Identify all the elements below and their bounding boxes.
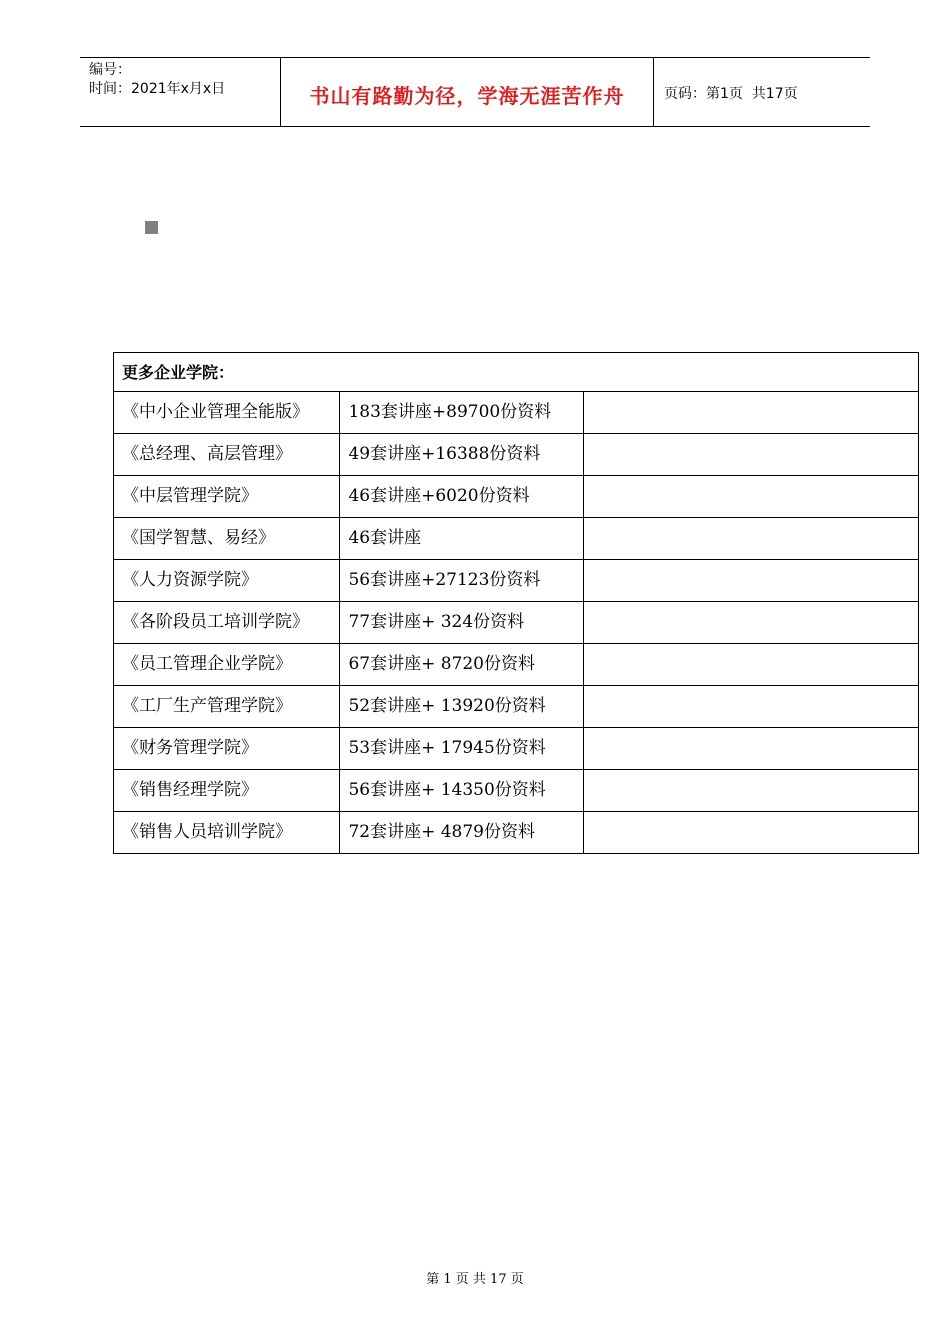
course-name-cell: 《人力资源学院》 <box>114 560 340 602</box>
course-extra-cell <box>583 686 918 728</box>
course-extra-cell <box>583 518 918 560</box>
course-extra-cell <box>583 560 918 602</box>
course-name-cell: 《总经理、高层管理》 <box>114 434 340 476</box>
course-content-cell: 52套讲座+ 13920份资料 <box>340 686 584 728</box>
course-name-cell: 《各阶段员工培训学院》 <box>114 602 340 644</box>
course-content-cell: 53套讲座+ 17945份资料 <box>340 728 584 770</box>
table-title: 更多企业学院： <box>114 353 919 392</box>
time-label: 时间：2021年x月x日 <box>89 81 226 97</box>
document-header <box>80 57 870 127</box>
code-label: 编号： <box>89 62 131 78</box>
course-extra-cell <box>583 476 918 518</box>
course-name-cell: 《工厂生产管理学院》 <box>114 686 340 728</box>
course-extra-cell <box>583 728 918 770</box>
page-info-text: 页码：第1页 共17页 <box>664 86 798 102</box>
course-extra-cell <box>583 602 918 644</box>
table-row <box>114 728 919 770</box>
table-row <box>114 476 919 518</box>
course-name-cell: 《国学智慧、易经》 <box>114 518 340 560</box>
course-extra-cell <box>583 392 918 434</box>
square-bullet-icon <box>145 221 158 234</box>
course-extra-cell <box>583 644 918 686</box>
page-footer: 第 1 页 共 17 页 <box>426 1272 524 1287</box>
course-content-cell: 46套讲座 <box>340 518 584 560</box>
table-row <box>114 812 919 854</box>
table-row <box>114 518 919 560</box>
course-content-cell: 72套讲座+ 4879份资料 <box>340 812 584 854</box>
table-row <box>114 686 919 728</box>
course-extra-cell <box>583 812 918 854</box>
header-page-info <box>654 58 870 126</box>
table-row <box>114 602 919 644</box>
course-content-cell: 56套讲座+27123份资料 <box>340 560 584 602</box>
table-row <box>114 392 919 434</box>
courses-table <box>113 352 919 854</box>
course-content-cell: 56套讲座+ 14350份资料 <box>340 770 584 812</box>
table-row <box>114 560 919 602</box>
table-row <box>114 770 919 812</box>
course-extra-cell <box>583 434 918 476</box>
course-name-cell: 《销售经理学院》 <box>114 770 340 812</box>
header-meta <box>80 58 281 126</box>
course-name-cell: 《财务管理学院》 <box>114 728 340 770</box>
course-name-cell: 《销售人员培训学院》 <box>114 812 340 854</box>
course-content-cell: 46套讲座+6020份资料 <box>340 476 584 518</box>
table-row <box>114 434 919 476</box>
table-title-row <box>114 353 919 392</box>
course-name-cell: 《员工管理企业学院》 <box>114 644 340 686</box>
course-content-cell: 67套讲座+ 8720份资料 <box>340 644 584 686</box>
course-content-cell: 77套讲座+ 324份资料 <box>340 602 584 644</box>
course-name-cell: 《中层管理学院》 <box>114 476 340 518</box>
header-motto: 书山有路勤为径，学海无涯苦作舟 <box>281 58 654 126</box>
table-row <box>114 644 919 686</box>
course-content-cell: 49套讲座+16388份资料 <box>340 434 584 476</box>
course-content-cell: 183套讲座+89700份资料 <box>340 392 584 434</box>
course-extra-cell <box>583 770 918 812</box>
course-name-cell: 《中小企业管理全能版》 <box>114 392 340 434</box>
